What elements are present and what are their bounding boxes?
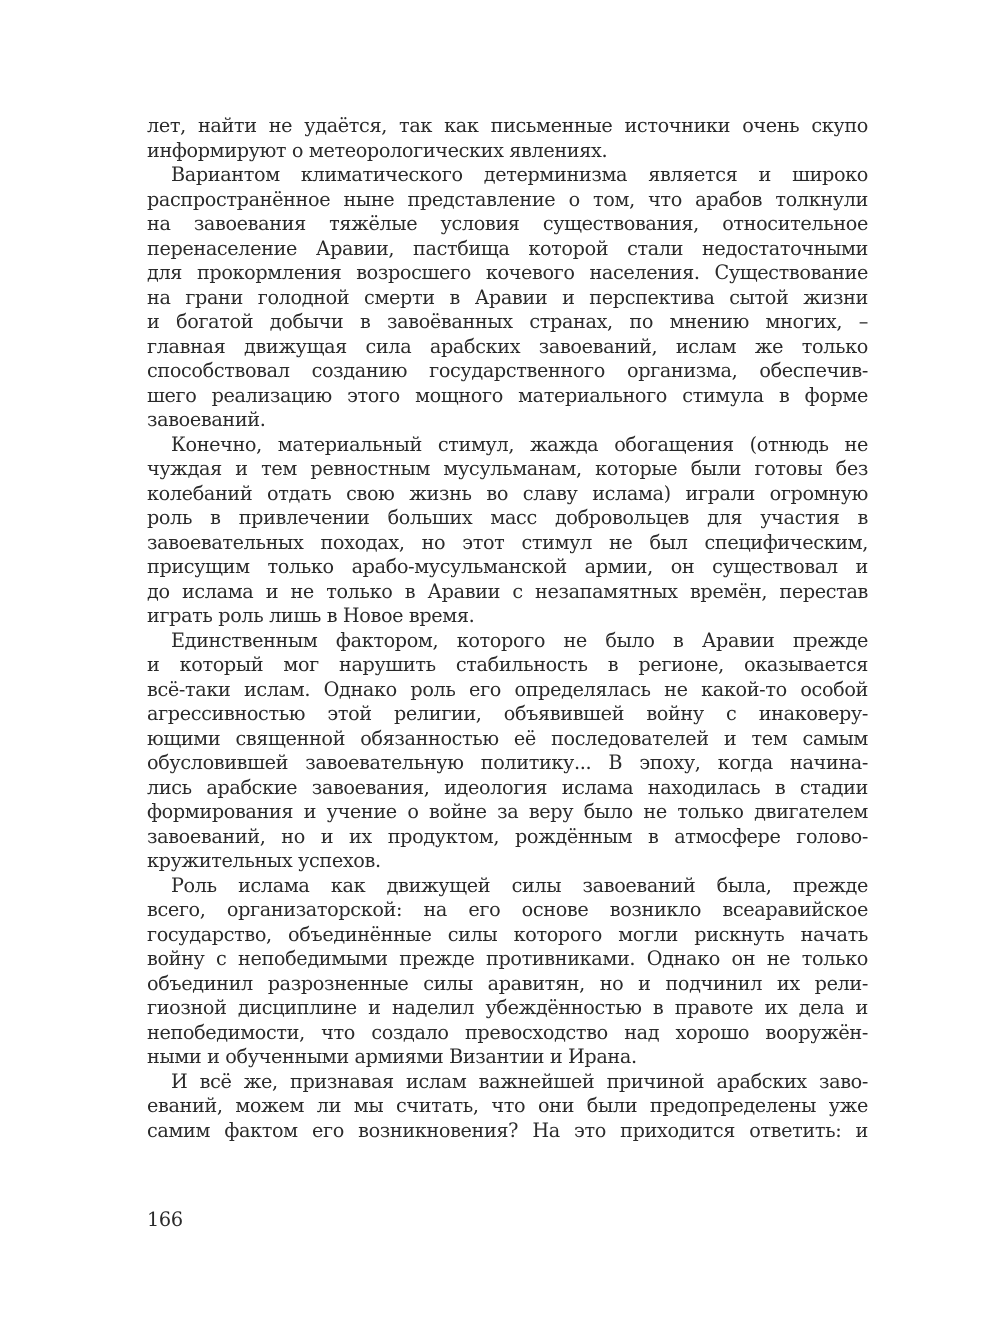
- page-number: 166: [147, 1208, 183, 1231]
- text-line: агрессивностью этой религии, объявившей войну с инаковеру-: [147, 702, 868, 725]
- text-line: информируют о метеорологических явлениях.: [147, 138, 608, 162]
- text-line: завоеваний.: [147, 408, 266, 431]
- text-line: войну с непобедимыми прежде противниками. Однако он не только: [147, 947, 868, 970]
- text-line: способствовал созданию государственного организма, обеспечив-: [147, 359, 868, 382]
- text-line: Конечно, материальный стимул, жажда обогащения (отнюдь не: [171, 432, 868, 456]
- text-line: Единственным фактором, которого не было в Аравии прежде: [171, 628, 868, 652]
- text-line: формирования и учение о войне за веру было не только двигателем: [147, 800, 868, 823]
- text-line: государство, объединённые силы которого могли рискнуть начать: [147, 922, 868, 946]
- text-line: лись арабские завоевания, идеология ислама находилась в стадии: [147, 775, 868, 799]
- text-line: кружительных успехов.: [147, 849, 381, 872]
- text-line: завоевательных походах, но этот стимул не был специфическим,: [147, 530, 868, 554]
- text-line: на грани голодной смерти в Аравии и перспектива сытой жизни: [147, 285, 868, 309]
- text-line: Вариантом климатического детерминизма является и широко: [171, 163, 868, 186]
- text-line: шего реализацию этого мощного материального стимула в форме: [147, 383, 868, 407]
- text-line: И всё же, признавая ислам важнейшей причиной арабских заво-: [171, 1069, 868, 1093]
- text-line: чуждая и тем ревностным мусульманам, которые были готовы без: [147, 457, 868, 480]
- paragraph: [147, 114, 868, 163]
- text-line: роль в привлечении больших масс добровольцев для участия в: [147, 506, 868, 529]
- text-line: Роль ислама как движущей силы завоеваний была, прежде: [171, 873, 868, 897]
- paragraph: [147, 433, 868, 629]
- text-line: ными и обученными армиями Византии и Ирана.: [147, 1045, 637, 1068]
- text-line: распространённое ныне представление о том, что арабов толкнули: [147, 187, 868, 211]
- text-line: для прокормления возросшего кочевого населения. Существование: [147, 261, 868, 284]
- text-line: обусловившей завоевательную политику... В эпоху, когда начина-: [147, 751, 868, 774]
- text-line: всего, организаторской: на его основе возникло всеаравийское: [147, 898, 868, 921]
- paragraph: [147, 874, 868, 1070]
- text-line: главная движущая сила арабских завоеваний, ислам же только: [147, 334, 868, 358]
- text-line: непобедимости, что создало превосходство над хорошо вооружён-: [147, 1020, 868, 1044]
- text-line: присущим только арабо-мусульманской армии, он существовал и: [147, 555, 868, 578]
- paragraph: [147, 163, 868, 433]
- text-line: перенаселение Аравии, пастбища которой стали недостаточными: [147, 236, 868, 260]
- page-body: [147, 114, 868, 1143]
- text-line: ющими священной обязанностью её последователей и тем самым: [147, 726, 868, 750]
- text-line: и который мог нарушить стабильность в регионе, оказывается: [147, 653, 868, 676]
- text-line: и богатой добычи в завоёванных странах, по мнению многих, –: [147, 310, 868, 333]
- text-line: до ислама и не только в Аравии с незапамятных времён, перестав: [147, 579, 868, 603]
- paragraph: [147, 629, 868, 874]
- text-line: объединил разрозненные силы аравитян, но и подчинил их рели-: [147, 971, 868, 995]
- text-line: колебаний отдать свою жизнь во славу ислама) играли огромную: [147, 481, 868, 505]
- paragraph: [147, 1070, 868, 1144]
- text-line: завоеваний, но и их продуктом, рождённым в атмосфере голово-: [147, 824, 868, 848]
- text-line: всё-таки ислам. Однако роль его определялась не какой-то особой: [147, 677, 868, 701]
- text-line: на завоевания тяжёлые условия существования, относительное: [147, 212, 868, 235]
- text-line: играть роль лишь в Новое время.: [147, 604, 475, 627]
- text-line: самим фактом его возникновения? На это приходится ответить: и: [147, 1118, 868, 1142]
- text-line: лет, найти не удаётся, так как письменные источники очень скупо: [147, 114, 868, 137]
- text-line: гиозной дисциплине и наделил убеждённостью в правоте их дела и: [147, 996, 868, 1019]
- text-line: еваний, можем ли мы считать, что они были предопределены уже: [147, 1094, 868, 1117]
